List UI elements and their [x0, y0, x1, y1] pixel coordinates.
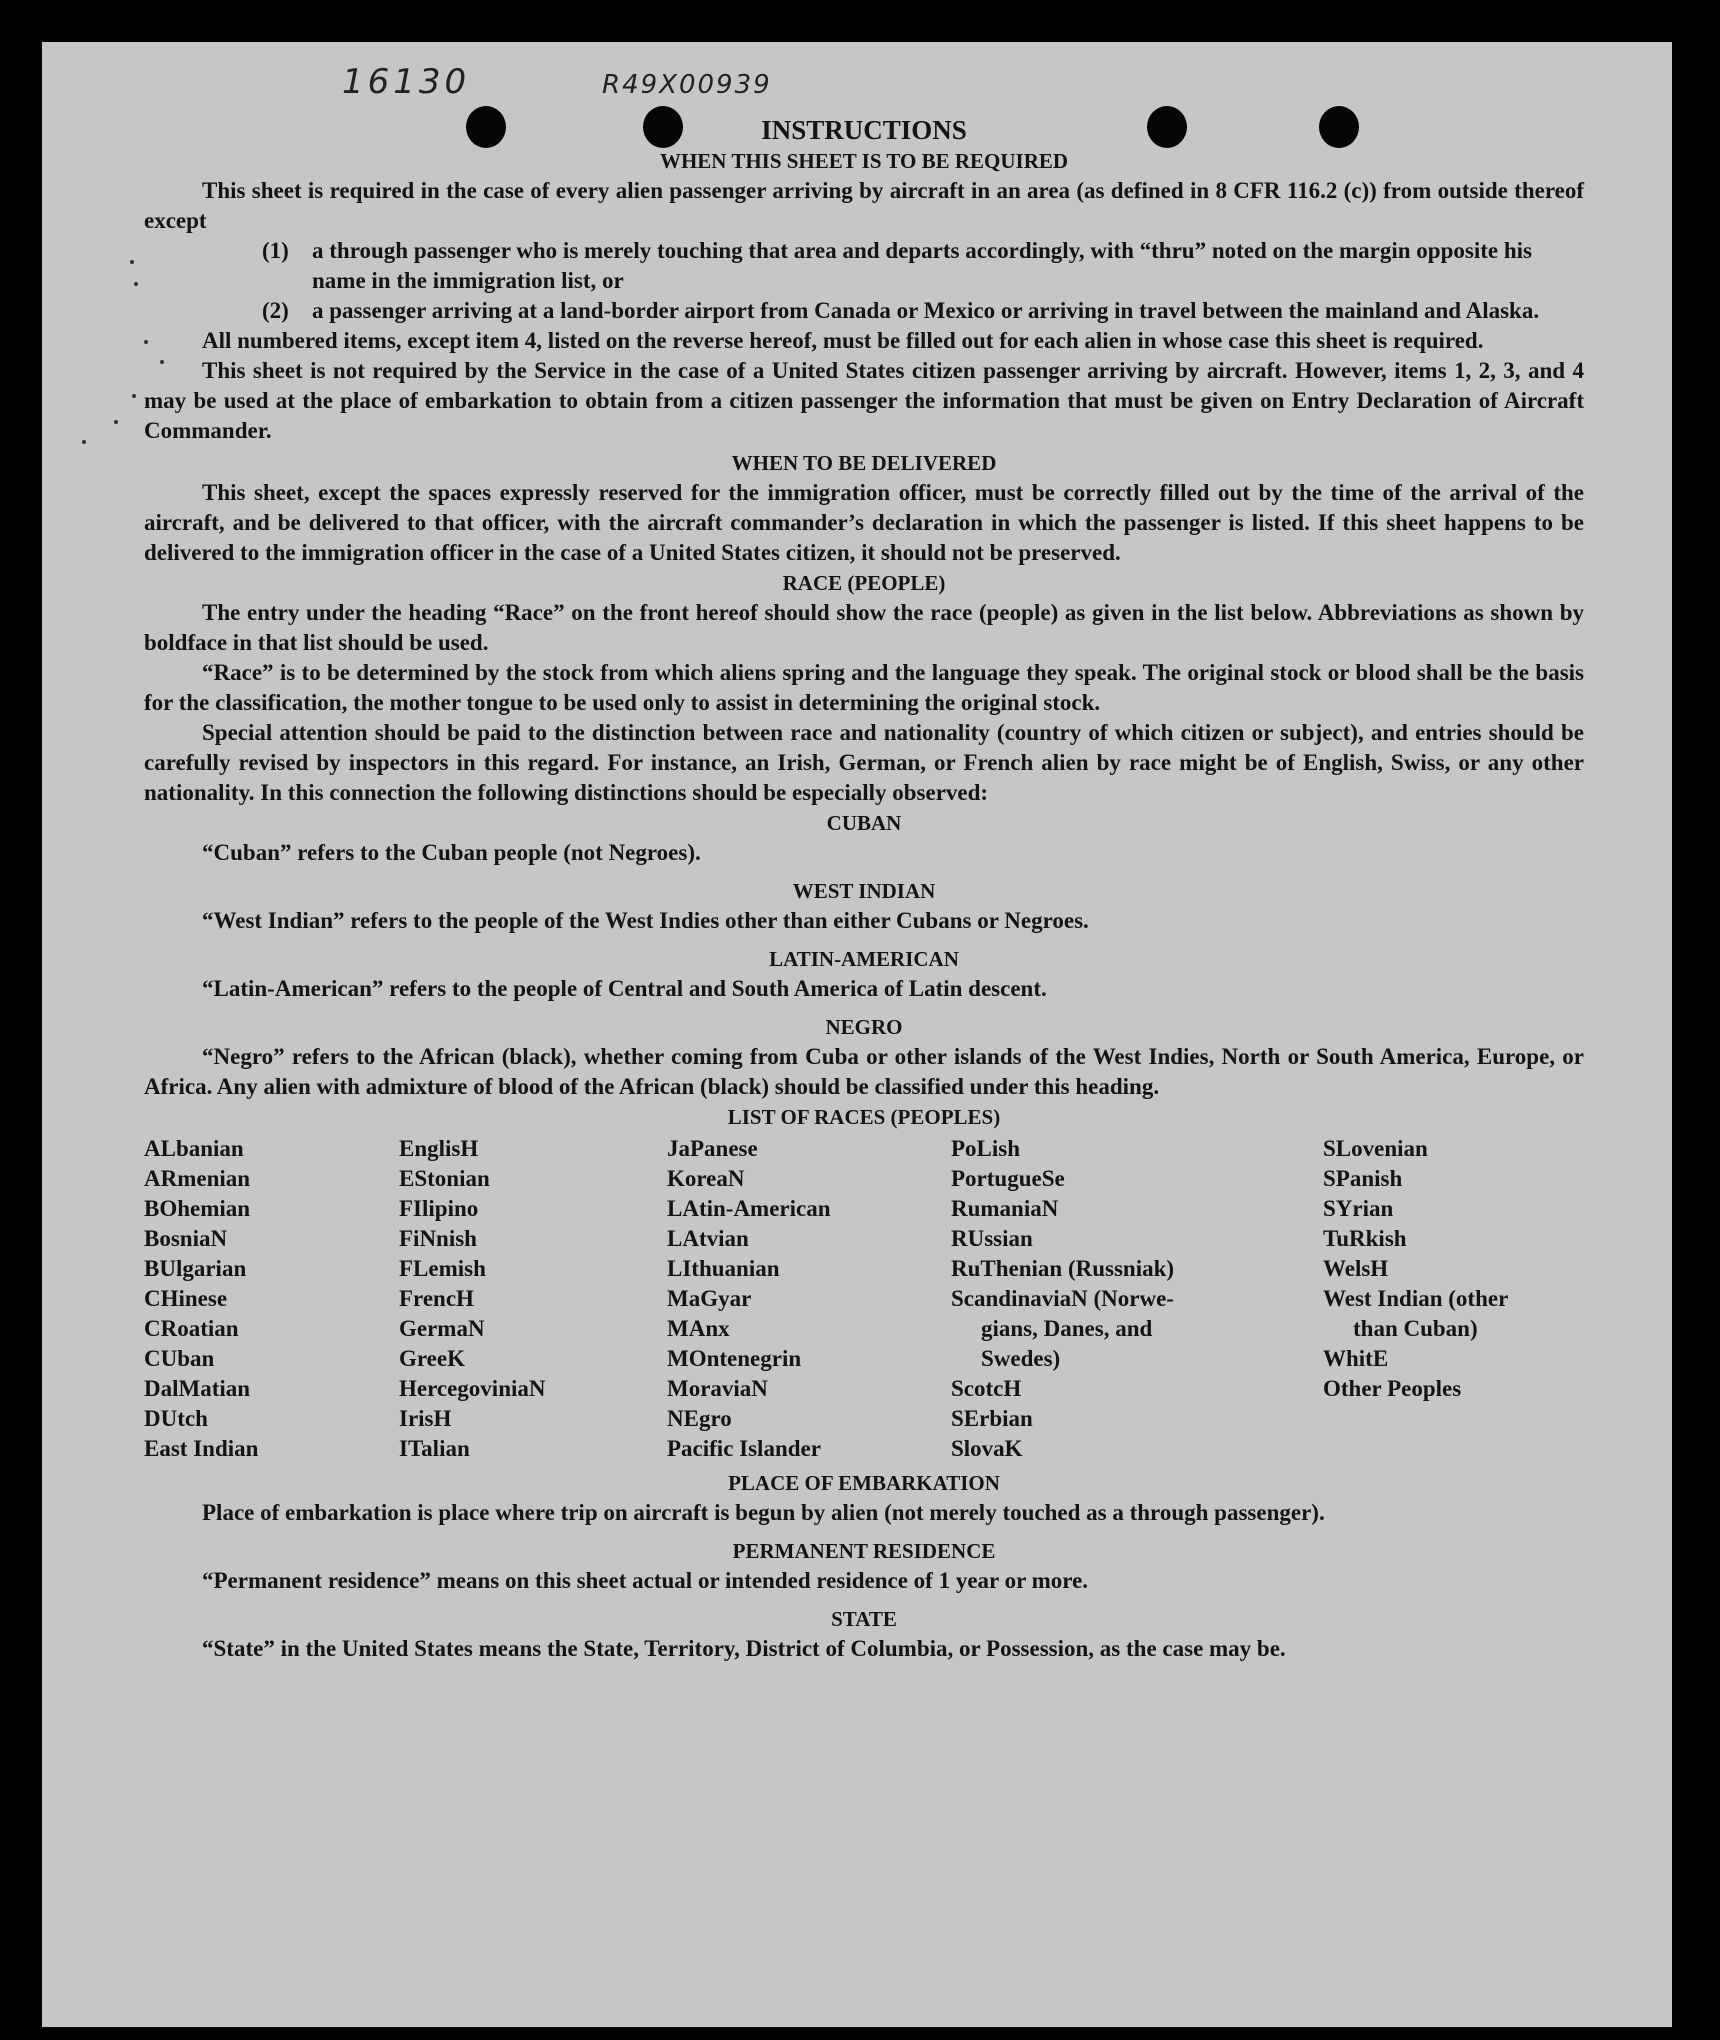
races-column [399, 1134, 667, 1464]
race-entry: RUssian [951, 1226, 1033, 1251]
section-heading: STATE [831, 1607, 897, 1631]
section-heading: CUBAN [826, 811, 902, 835]
race-entry: MAnx [667, 1316, 730, 1341]
paragraph: All numbered items, except item 4, listed on the reverse hereof, must be filled out for each alien in whose case this sheet is required. [202, 328, 1484, 353]
race-entry: TuRkish [1323, 1226, 1407, 1251]
race-entry: ScotcH [951, 1376, 1022, 1401]
list-item [144, 236, 1584, 296]
page-title: INSTRUCTIONS [761, 115, 967, 145]
section-heading: PLACE OF EMBARKATION [728, 1471, 1000, 1495]
race-entry: NEgro [667, 1406, 732, 1431]
section-heading: WHEN THIS SHEET IS TO BE REQUIRED [659, 149, 1069, 173]
item-number: (2) [262, 298, 289, 323]
paragraph: Place of embarkation is place where trip on aircraft is begun by alien (not merely touched as a through passenger). [202, 1500, 1325, 1525]
section-heading: PERMANENT RESIDENCE [732, 1539, 996, 1563]
race-entry: MOntenegrin [667, 1346, 802, 1371]
race-entry: CHinese [144, 1286, 228, 1311]
races-column [144, 1134, 399, 1464]
section-heading: LIST OF RACES (PEOPLES) [727, 1105, 1001, 1129]
race-entry: ALbanian [144, 1136, 244, 1161]
race-entry: LAtin-American [667, 1196, 831, 1221]
race-entry: RuThenian (Russniak) [951, 1256, 1175, 1281]
race-entry: SlovaK [951, 1436, 1023, 1461]
race-entry: SPanish [1323, 1166, 1403, 1191]
paragraph: “Latin-American” refers to the people of Central and South America of Latin descent. [202, 976, 1047, 1001]
race-entry: MaGyar [667, 1286, 752, 1311]
race-entry: gians, Danes, and [981, 1316, 1153, 1341]
race-entry: Swedes) [981, 1346, 1061, 1371]
race-entry: DalMatian [144, 1376, 251, 1401]
paragraph: “Permanent residence” means on this sheet actual or intended residence of 1 year or more. [202, 1568, 1089, 1593]
race-entry: IrisH [399, 1406, 452, 1431]
race-entry: SLovenian [1323, 1136, 1428, 1161]
races-list [144, 1134, 1584, 1464]
race-entry: Other Peoples [1323, 1376, 1462, 1401]
paragraph: “West Indian” refers to the people of the West Indies other than either Cubans or Negroes. [202, 908, 1089, 933]
paragraph: This sheet is not required by the Service in the case of a United States citizen passenger arriving by aircraft. However, items 1, 2, 3, and 4 may be used at the place of embarkation to obtain from a citizen passenger the information that must be given on Entry Declaration of Aircraft Commander. [144, 358, 1584, 443]
race-entry: than Cuban) [1353, 1316, 1478, 1341]
race-entry: BUlgarian [144, 1256, 247, 1281]
paragraph: “State” in the United States means the State, Territory, District of Columbia, or Possession, as the case may be. [202, 1636, 1286, 1661]
race-entry: JaPanese [667, 1136, 758, 1161]
races-column [667, 1134, 951, 1464]
section-heading: RACE (PEOPLE) [782, 571, 946, 595]
race-entry: East Indian [144, 1436, 259, 1461]
paragraph: “Negro” refers to the African (black), whether coming from Cuba or other islands of the West Indies, North or South America, Europe, or Africa. Any alien with admixture of blood of the African (black) should be classified under this heading. [144, 1044, 1584, 1099]
race-entry: CRoatian [144, 1316, 239, 1341]
section-heading: LATIN-AMERICAN [769, 947, 959, 971]
paragraph: The entry under the heading “Race” on the front hereof should show the race (people) as given in the list below. Abbreviations as shown by boldface in that list should be used. [144, 600, 1584, 655]
race-entry: ScandinaviaN (Norwe- [951, 1286, 1174, 1311]
paragraph: Special attention should be paid to the distinction between race and nationality (country of which citizen or subject), and entries should be carefully revised by inspectors in this regard. For instance, an Irish, German, or French alien by race might be of English, Swiss, or any other nationality. In this connection the following distinctions should be especially observed: [144, 720, 1584, 805]
section-heading: NEGRO [825, 1015, 903, 1039]
race-entry: FiNnish [399, 1226, 477, 1251]
race-entry: GreeK [399, 1346, 465, 1371]
paragraph: This sheet, except the spaces expressly reserved for the immigration officer, must be correctly filled out by the time of the arrival of the aircraft, and be delivered to that officer, with the aircraft commander’s declaration in which the passenger is listed. If this sheet happens to be delivered to the immigration officer in the case of a United States citizen, it should not be preserved. [144, 480, 1584, 565]
races-column [1323, 1134, 1584, 1464]
race-entry: PoLish [951, 1136, 1021, 1161]
race-entry: EnglisH [399, 1136, 479, 1161]
race-entry: HercegoviniaN [399, 1376, 546, 1401]
paragraph: “Cuban” refers to the Cuban people (not Negroes). [202, 840, 701, 865]
item-text: a passenger arriving at a land-border airport from Canada or Mexico or arriving in travel between the mainland and Alaska. [312, 298, 1540, 323]
item-text: a through passenger who is merely touching that area and departs accordingly, with “thru” noted on the margin opposite his name in the immigration list, or [312, 238, 1532, 293]
race-entry: GermaN [399, 1316, 485, 1341]
handwritten-code: R49X00939 [602, 70, 772, 100]
race-entry: SErbian [951, 1406, 1033, 1431]
section-heading: WHEN TO BE DELIVERED [731, 451, 997, 475]
list-item [144, 296, 1584, 326]
races-column [951, 1134, 1323, 1464]
race-entry: LAtvian [667, 1226, 749, 1251]
race-entry: Pacific Islander [667, 1436, 821, 1461]
race-entry: MoraviaN [667, 1376, 768, 1401]
race-entry: WelsH [1323, 1256, 1389, 1281]
paragraph: “Race” is to be determined by the stock from which aliens spring and the language they speak. The original stock or blood shall be the basis for the classification, the mother tongue to be used only to assist in determining the original stock. [144, 660, 1584, 715]
race-entry: ITalian [399, 1436, 470, 1461]
paragraph: This sheet is required in the case of every alien passenger arriving by aircraft in an area (as defined in 8 CFR 116.2 (c)) from outside thereof except [144, 178, 1584, 233]
race-entry: LIthuanian [667, 1256, 780, 1281]
item-number: (1) [262, 238, 289, 263]
document-page [42, 42, 1672, 2027]
race-entry: DUtch [144, 1406, 208, 1431]
race-entry: WhitE [1323, 1346, 1389, 1371]
race-entry: FrencH [399, 1286, 474, 1311]
section-heading: WEST INDIAN [792, 879, 936, 903]
race-entry: SYrian [1323, 1196, 1394, 1221]
race-entry: CUban [144, 1346, 215, 1371]
race-entry: BOhemian [144, 1196, 251, 1221]
race-entry: RumaniaN [951, 1196, 1059, 1221]
handwritten-number: 16130 [342, 62, 471, 102]
race-entry: ARmenian [144, 1166, 251, 1191]
instructions-body [144, 114, 1584, 1664]
race-entry: BosniaN [144, 1226, 228, 1251]
race-entry: PortugueSe [951, 1166, 1065, 1191]
race-entry: FLemish [399, 1256, 486, 1281]
race-entry: EStonian [399, 1166, 490, 1191]
race-entry: West Indian (other [1323, 1286, 1509, 1311]
race-entry: FIlipino [399, 1196, 479, 1221]
race-entry: KoreaN [667, 1166, 745, 1191]
